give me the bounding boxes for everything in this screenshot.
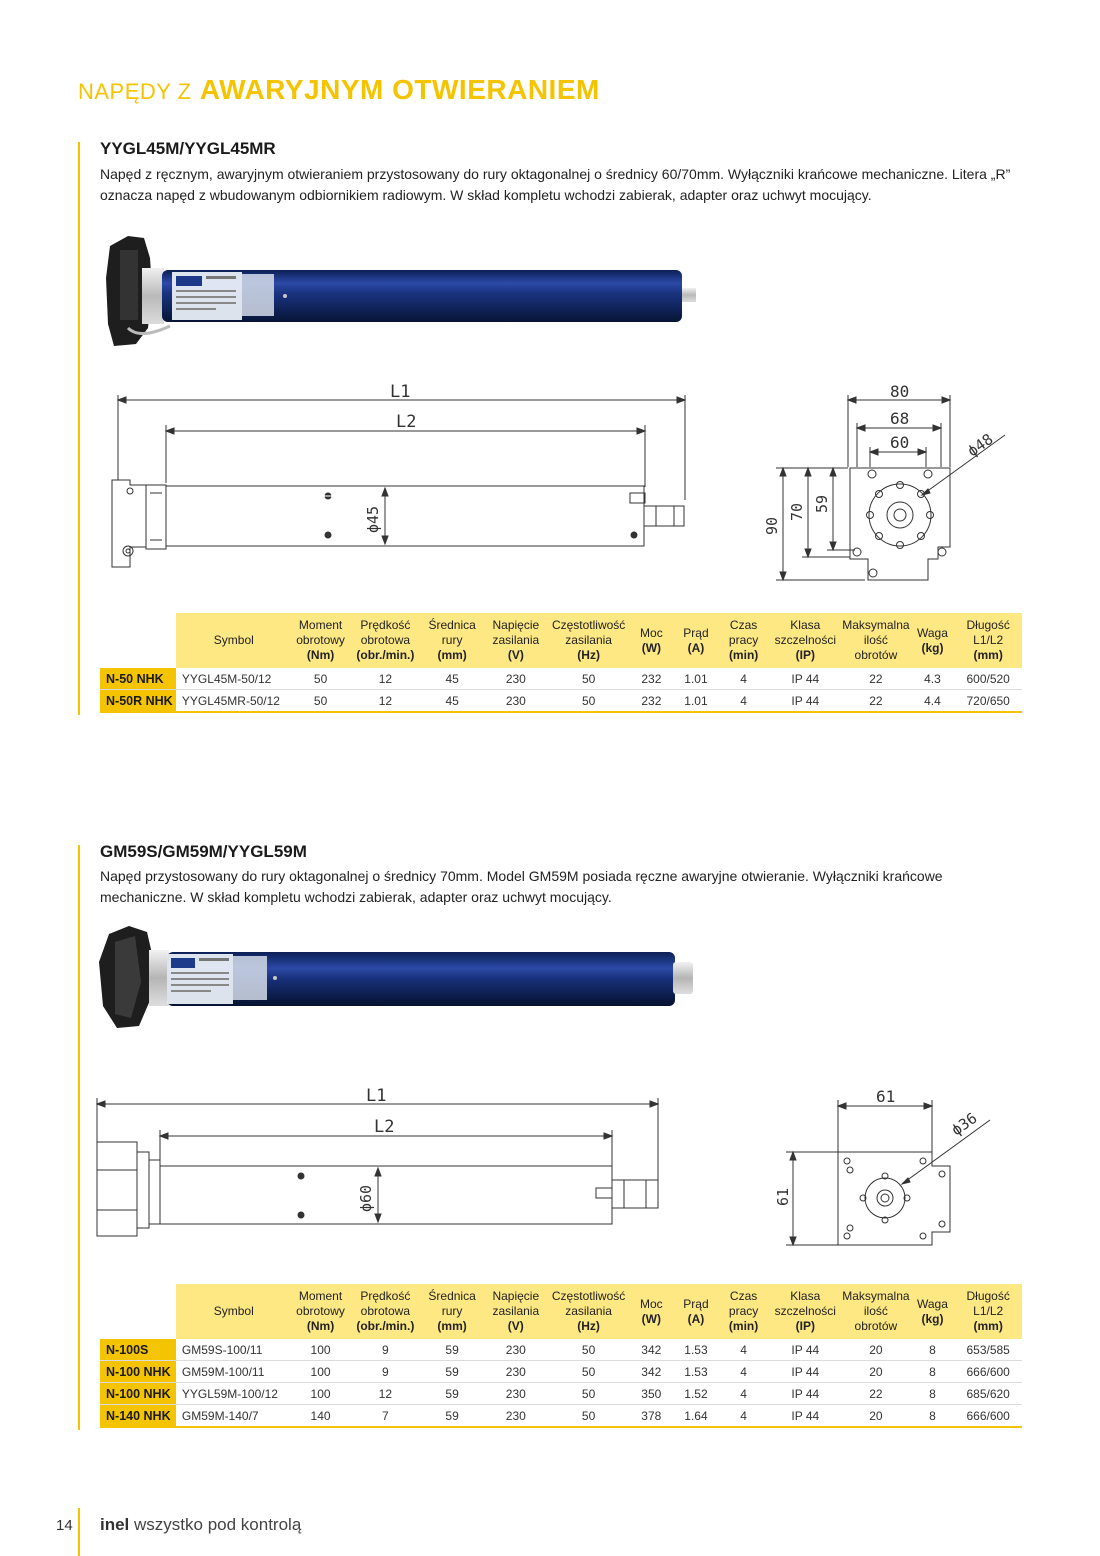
page-title-light: NAPĘDY Z <box>78 79 192 104</box>
table-cell: 4.3 <box>911 668 955 690</box>
section1-header-cell: Moment obrotowy (Nm) <box>292 613 350 668</box>
table-cell: 350 <box>629 1383 675 1405</box>
section1-spec-table <box>100 613 1022 713</box>
table-cell: 100 <box>292 1339 350 1361</box>
table-cell: 4 <box>718 668 770 690</box>
table-cell: 100 <box>292 1361 350 1383</box>
table-row <box>100 1339 1022 1361</box>
table-cell: 50 <box>549 1405 629 1428</box>
table-cell: IP 44 <box>769 668 841 690</box>
section2-description: Napęd przystosowany do rury oktagonalnej o średnicy 70mm. Model GM59M posiada ręczne awaryjne otwieranie. Wyłączniki krańcowe mechaniczne. W skład kompletu wchodzi zabierak, adapter oraz uchwyt mocujący. <box>100 868 943 905</box>
page-title-bold: AWARYJNYM OTWIERANIEM <box>199 74 600 105</box>
table-cell: 342 <box>629 1361 675 1383</box>
table-cell: 59 <box>421 1383 483 1405</box>
table-cell: 653/585 <box>954 1339 1022 1361</box>
section1-dim-60: 60 <box>890 433 910 452</box>
table-cell: 600/520 <box>954 668 1022 690</box>
table-cell: 4 <box>718 1383 770 1405</box>
section2-header-cell: Maksymalna ilość obrotów <box>841 1284 910 1339</box>
page-number: 14 <box>56 1517 73 1534</box>
section1-header-cell: Prąd (A) <box>674 613 718 668</box>
table-cell: 230 <box>483 690 549 713</box>
section2-header-cell: Długość L1/L2 (mm) <box>954 1284 1022 1339</box>
section1-header-cell: Klasa szczelności (IP) <box>769 613 841 668</box>
section1-header-cell: Prędkość obrotowa (obr./min.) <box>350 613 422 668</box>
table-cell: IP 44 <box>769 690 841 713</box>
table-cell: 59 <box>421 1405 483 1428</box>
table-cell: 50 <box>549 690 629 713</box>
table-cell: 59 <box>421 1339 483 1361</box>
section1-header-cell: Napięcie zasilania (V) <box>483 613 549 668</box>
table-cell: 45 <box>421 668 483 690</box>
section2-dim-61-width: 61 <box>876 1087 896 1106</box>
section1-product-photo <box>100 228 710 352</box>
table-cell: 50 <box>549 1383 629 1405</box>
table-cell: 22 <box>841 690 910 713</box>
table-cell: IP 44 <box>769 1361 841 1383</box>
table-cell: 4 <box>718 1405 770 1428</box>
section1-header-cell: Symbol <box>176 613 292 668</box>
section1-dim-68: 68 <box>890 409 910 428</box>
section1-dim-59: 59 <box>813 494 831 513</box>
section2-header-cell: Napięcie zasilania (V) <box>483 1284 549 1339</box>
product-code-cell: N-50 NHK <box>100 668 176 690</box>
section1-header-cell: Czas pracy (min) <box>718 613 770 668</box>
section1-header-cell: Moc (W) <box>629 613 675 668</box>
table-cell: 232 <box>629 690 675 713</box>
section1-dim-diameter: ϕ45 <box>364 505 382 533</box>
table-cell: 50 <box>549 1339 629 1361</box>
table-cell: 232 <box>629 668 675 690</box>
table-cell: 12 <box>350 668 422 690</box>
table-cell: 230 <box>483 1339 549 1361</box>
section2-header-cell: Waga (kg) <box>911 1284 955 1339</box>
section2-technical-drawing <box>90 1080 1010 1250</box>
section2-dim-61-height: 61 <box>774 1187 792 1206</box>
symbol-cell: GM59M-100/11 <box>176 1361 292 1383</box>
table-cell: 45 <box>421 690 483 713</box>
symbol-cell: GM59M-140/7 <box>176 1405 292 1428</box>
table-cell: 7 <box>349 1405 421 1428</box>
section2-dim-36: ϕ36 <box>947 1108 981 1140</box>
table-cell: 8 <box>911 1339 955 1361</box>
section2-header-cell: Klasa szczelności (IP) <box>769 1284 841 1339</box>
table-cell: 1.01 <box>674 690 718 713</box>
section1-header-cell: Waga (kg) <box>911 613 955 668</box>
section2-dim-l1: L1 <box>366 1086 387 1106</box>
table-cell: 140 <box>292 1405 350 1428</box>
table-cell: 8 <box>911 1361 955 1383</box>
table-cell: 1.52 <box>674 1383 718 1405</box>
product-code-cell: N-140 NHK <box>100 1405 176 1428</box>
section1-dim-70: 70 <box>788 502 806 521</box>
section1-header-cell: Maksymalna ilość obrotów <box>841 613 910 668</box>
table-cell: 1.64 <box>674 1405 718 1428</box>
page-title <box>78 74 600 106</box>
section2-dim-diameter: ϕ60 <box>357 1184 375 1212</box>
section2-header-cell: Symbol <box>176 1284 292 1339</box>
table-cell: 8 <box>911 1405 955 1428</box>
section1-header-cell: Średnica rury (mm) <box>421 613 483 668</box>
table-cell: 9 <box>349 1361 421 1383</box>
table-cell: 4.4 <box>911 690 955 713</box>
table-cell: 4 <box>718 1361 770 1383</box>
section1-header-cell: Długość L1/L2 (mm) <box>954 613 1022 668</box>
table-cell: IP 44 <box>769 1405 841 1428</box>
table-row <box>100 1361 1022 1383</box>
section2-title: GM59S/GM59M/YYGL59M <box>100 842 307 861</box>
table-cell: 12 <box>349 1383 421 1405</box>
footer-brand <box>100 1515 301 1535</box>
footer-tagline: wszystko pod kontrolą <box>134 1515 302 1534</box>
section1-table-body <box>100 668 1022 712</box>
table-cell: 20 <box>841 1405 910 1428</box>
table-cell: 1.01 <box>674 668 718 690</box>
section2-header-cell: Średnica rury (mm) <box>421 1284 483 1339</box>
section1-header-blank <box>100 613 176 668</box>
section1-technical-drawing <box>100 375 1020 595</box>
table-cell: 50 <box>292 690 350 713</box>
symbol-cell: YYGL45M-50/12 <box>176 668 292 690</box>
table-cell: 720/650 <box>954 690 1022 713</box>
section2-dim-l2: L2 <box>374 1117 395 1137</box>
table-cell: 50 <box>549 668 629 690</box>
table-cell: 100 <box>292 1383 350 1405</box>
table-cell: 4 <box>718 1339 770 1361</box>
table-cell: 1.53 <box>674 1361 718 1383</box>
table-cell: 378 <box>629 1405 675 1428</box>
table-row <box>100 1383 1022 1405</box>
table-cell: 59 <box>421 1361 483 1383</box>
table-cell: 50 <box>549 1361 629 1383</box>
table-cell: 8 <box>911 1383 955 1405</box>
section1-dim-l2: L2 <box>396 412 417 432</box>
product-code-cell: N-100S <box>100 1339 176 1361</box>
table-cell: 20 <box>841 1339 910 1361</box>
table-row <box>100 668 1022 690</box>
table-cell: IP 44 <box>769 1339 841 1361</box>
table-cell: IP 44 <box>769 1383 841 1405</box>
section1-dim-l1: L1 <box>390 382 411 402</box>
table-cell: 666/600 <box>954 1361 1022 1383</box>
table-cell: 22 <box>841 1383 910 1405</box>
section1-dim-48: ϕ48 <box>963 429 997 461</box>
product-code-cell: N-50R NHK <box>100 690 176 713</box>
section1-accent-bar <box>78 142 80 715</box>
section2-product-photo <box>95 922 705 1034</box>
table-cell: 9 <box>349 1339 421 1361</box>
symbol-cell: YYGL45MR-50/12 <box>176 690 292 713</box>
symbol-cell: YYGL59M-100/12 <box>176 1383 292 1405</box>
section2-header-cell: Moment obrotowy (Nm) <box>292 1284 350 1339</box>
section1-title: YYGL45M/YYGL45MR <box>100 139 276 158</box>
table-cell: 20 <box>841 1361 910 1383</box>
section2-header-cell: Częstotliwość zasilania (Hz) <box>549 1284 629 1339</box>
section1-header-cell: Częstotliwość zasilania (Hz) <box>549 613 629 668</box>
section2-table-body <box>100 1339 1022 1427</box>
section2-accent-bar <box>78 845 80 1430</box>
section2-header-cell: Prędkość obrotowa (obr./min.) <box>349 1284 421 1339</box>
table-cell: 685/620 <box>954 1383 1022 1405</box>
table-row <box>100 1405 1022 1428</box>
table-cell: 230 <box>483 1383 549 1405</box>
product-code-cell: N-100 NHK <box>100 1383 176 1405</box>
footer-accent-bar <box>78 1508 80 1556</box>
section2-spec-table <box>100 1284 1022 1428</box>
section1-dim-90: 90 <box>763 516 781 535</box>
section2-header-cell: Moc (W) <box>629 1284 675 1339</box>
section1-dim-80: 80 <box>890 382 910 401</box>
table-cell: 666/600 <box>954 1405 1022 1428</box>
table-cell: 230 <box>483 668 549 690</box>
footer-brand-logo: inel <box>100 1515 130 1534</box>
table-row <box>100 690 1022 713</box>
section1-description: Napęd z ręcznym, awaryjnym otwieraniem przystosowany do rury oktagonalnej o średnicy 60/70mm. Wyłączniki krańcowe mechaniczne. Litera „R” oznacza napęd z wbudowanym odbiornikiem radiowym. W skład kompletu wchodzi zabierak, adapter oraz uchwyt mocujący. <box>100 166 1011 203</box>
section2-header-cell: Czas pracy (min) <box>718 1284 770 1339</box>
table-cell: 50 <box>292 668 350 690</box>
table-cell: 12 <box>350 690 422 713</box>
table-cell: 22 <box>841 668 910 690</box>
product-code-cell: N-100 NHK <box>100 1361 176 1383</box>
table-cell: 230 <box>483 1361 549 1383</box>
section2-header-cell: Prąd (A) <box>674 1284 718 1339</box>
table-cell: 342 <box>629 1339 675 1361</box>
table-cell: 230 <box>483 1405 549 1428</box>
section2-header-blank <box>100 1284 176 1339</box>
symbol-cell: GM59S-100/11 <box>176 1339 292 1361</box>
table-cell: 1.53 <box>674 1339 718 1361</box>
table-cell: 4 <box>718 690 770 713</box>
